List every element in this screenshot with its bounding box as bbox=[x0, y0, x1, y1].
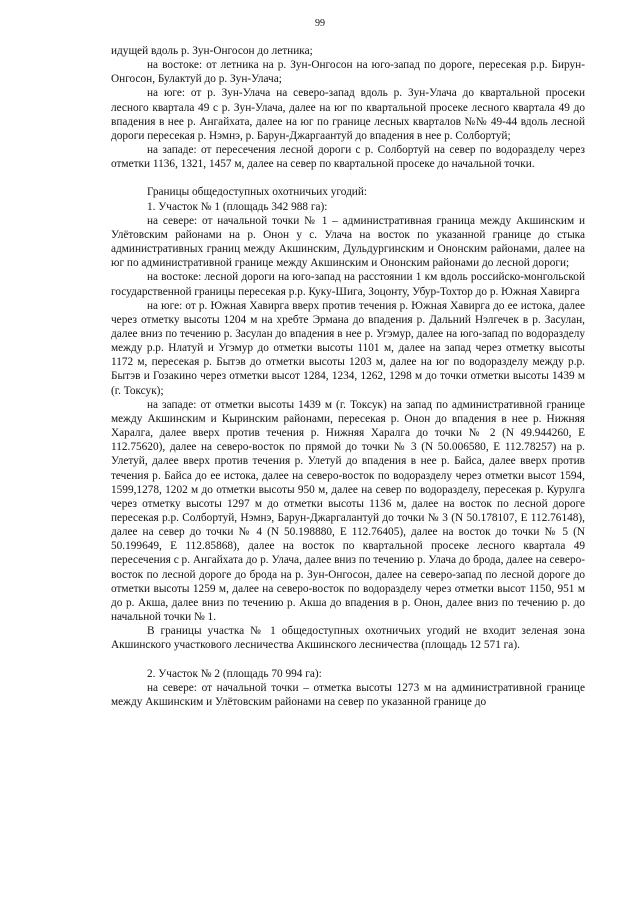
paragraph: на востоке: лесной дороги на юго-запад на расстоянии 1 км вдоль российско-монгольской государственной границы пересекая р.р. Куку-Шига, Зоцонту, Убур-Тохтор до р. Южная Хавирга bbox=[111, 271, 585, 298]
paragraph: на западе: от пересечения лесной дороги с р. Солбортуй на север по водоразделу через отметки 1136, 1321, 1457 м, далее на север по квартальной просеке до начальной точки. bbox=[111, 144, 585, 171]
paragraph: на севере: от начальной точки – отметка высоты 1273 м на административной границе между Акшинским и Улётовским районами на север по указанной границе до bbox=[111, 681, 585, 708]
paragraph: В границы участка № 1 общедоступных охотничьих угодий не входит зеленая зона Акшинского участкового лесничества Акшинского лесничества (площадь 12 571 га). bbox=[111, 625, 585, 652]
paragraph: Границы общедоступных охотничьих угодий: bbox=[147, 186, 368, 199]
paragraph: на западе: от отметки высоты 1439 м (г. Токсук) на запад по административной границе между Акшинским и Кыринским районами, пересекая р. Онон до впадения в нее р. Нижняя Харалга, далее вверх против течения р. Нижняя Харалга до точки № 2 (N 49.944260, E 112.75620), далее на северо-восток по прямой до точки № 3 (N 50.006580, E 112.78257) на р. Улетуй, далее вверх против течения р. Улетуй до впадения в нее р. Байса, далее вверх против течения р. Байса до ее истока, далее на северо-восток по водоразделу через отметки высот 1594, 1599,1278, 1202 м до отметки высоты 950 м, далее на север по водоразделу, пересекая р. Курулга через отметку высоты 1297 м до отметки высоты 1136 м, далее на восток по лесной дороге пересекая р.р. Солбортуй, Нэмнэ, Барун-Джаргалантуй до точки № 3 (N 50.178107, E 112.76148), далее на север до точки № 4 (N 50.198880, E 112.76405), далее на восток до точки № 5 (N 50.199649, E 112.85868), далее на восток по квартальной просеке лесного квартала 49 пересечения с р. Ангайхата до р. Улача, далее вниз по течению р. Улача до брода, далее на северо-восток по лесной дороге до брода на р. Зун-Онгосон, далее на северо-запад по лесной дороге до отметки высоты 1259 м, далее на северо-восток по водоразделу через отметки высот 1150, 951 м до р. Акша, далее вниз по течению р. Акша до впадения в р. Онон, далее вниз по течению р. до начальной точки № 1. bbox=[111, 398, 585, 624]
body-text bbox=[111, 44, 585, 709]
paragraph: на севере: от начальной точки № 1 – административная граница между Акшинским и Улётовским районами на р. Онон у с. Улача на восток по указанной границе до стыка административных границ между Акшинским, Дульдургинским и Ононским районами, далее на юг по административной границе между Акшинским и Ононским районами до лесной дороги; bbox=[111, 214, 585, 270]
paragraph: идущей вдоль р. Зун-Онгосон до летника; bbox=[111, 45, 313, 57]
page-number: 99 bbox=[315, 18, 325, 29]
paragraph-gap bbox=[111, 653, 585, 667]
paragraph: 2. Участок № 2 (площадь 70 994 га): bbox=[147, 667, 322, 680]
paragraph: 1. Участок № 1 (площадь 342 988 га): bbox=[147, 200, 328, 213]
paragraph: на юге: от р. Южная Хавирга вверх против течения р. Южная Хавирга до ее истока, далее через отметку высоты 1204 м на хребте Эрмана до впадения р. Дальний Нэлгечек в р. Засулан, далее вниз по течению р. Засулан до впадения в нее р. Угэмур, далее на юго-запад по водоразделу между р.р. Нлатуй и Угэмур до отметки высоты 1101 м, далее на запад через отметку высоты 1172 м, пересекая р. Бытэв до отметки высоты 1203 м, далее на юг по водоразделу между р.р. Бытэв и Гозакино через отметки высот 1284, 1234, 1262, 1298 м до точки отметки высоты 1439 м (г. Токсук); bbox=[111, 299, 585, 397]
paragraph: на юге: от р. Зун-Улача на северо-запад вдоль р. Зун-Улача до квартальной просеки лесного квартала 49 с р. Зун-Улача, далее на юг по квартальной просеке лесного квартала 49 до впадения в нее р. Ангайхата, далее на юг по границе лесных кварталов №№ 49-44 вдоль лесной дороги пересекая р. Нэмнэ, р. Барун-Джаргаантуй до впадения в нее р. Солбортуй; bbox=[111, 87, 585, 142]
paragraph-gap bbox=[111, 171, 585, 185]
paragraph: на востоке: от летника на р. Зун-Онгосон на юго-запад по дороге, пересекая р.р. Бирун-Онгосон, Булактуй до р. Зун-Улача; bbox=[111, 59, 585, 86]
